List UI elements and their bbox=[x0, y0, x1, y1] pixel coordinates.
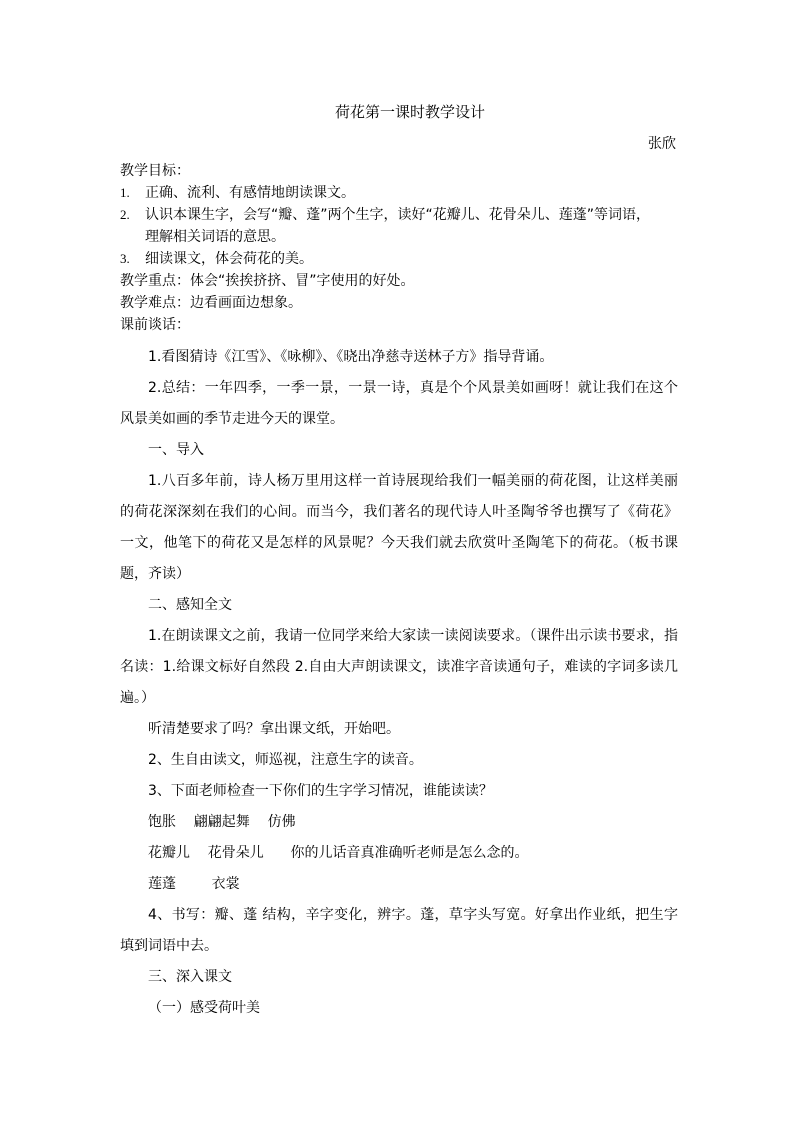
vocabulary-row: 饱胀 翩翩起舞 仿佛 bbox=[148, 814, 296, 830]
author-name: 张欣 bbox=[648, 136, 676, 152]
document-title: 荷花第一课时教学设计 bbox=[334, 103, 485, 121]
objective-text: 细读课文，体会荷花的美。 bbox=[145, 251, 313, 267]
vocabulary-row: 花瓣儿 花骨朵儿 你的儿话音真准确听老师是怎么念的。 bbox=[148, 845, 529, 861]
objective-item bbox=[120, 182, 678, 204]
intro-paragraph: 1.八百多年前，诗人杨万里用这样一首诗展现给我们一幅美丽的荷花图，让这样美丽的荷花深深刻在我们的心间。而当今，我们著名的现代诗人叶圣陶爷爷也撰写了《荷花》一文，他笔下的荷花又是怎样的风景呢？今天我们就去欣赏叶圣陶笔下的荷花。（板书课题，齐读） bbox=[120, 473, 678, 582]
objective-item bbox=[120, 248, 678, 270]
objectives-heading: 教学目标： bbox=[120, 163, 190, 179]
key-point: 教学重点：体会“挨挨挤挤、冒”字使用的好处。 bbox=[120, 273, 415, 289]
pre-talk-paragraph: 2.总结：一年四季，一季一景，一景一诗，真是个个风景美如画呀！就让我们在这个风景美如画的季节走进今天的课堂。 bbox=[120, 380, 678, 427]
objective-number: 1. bbox=[120, 185, 130, 200]
overview-line: 3、下面老师检查一下你们的生字学习情况，谁能读读？ bbox=[148, 783, 493, 799]
document-body bbox=[120, 160, 678, 1024]
objective-number: 2. bbox=[120, 207, 130, 222]
section-heading-deep-reading: 三、深入课文 bbox=[148, 969, 232, 985]
pre-talk-paragraph: 1.看图猜诗《江雪》、《咏柳》、《晓出净慈寺送林子方》指导背诵。 bbox=[148, 349, 554, 365]
objective-text-continued: 理解相关词语的意思。 bbox=[145, 229, 285, 245]
section-heading-overview: 二、感知全文 bbox=[148, 597, 232, 613]
writing-paragraph: 4、书写：瓣、蓬 结构，辛字变化，辨字。蓬，草字头写宽。好拿出作业纸，把生字填到词语中去。 bbox=[120, 907, 678, 954]
overview-line: 听清楚要求了吗？拿出课文纸，开始吧。 bbox=[148, 721, 400, 737]
overview-line: 2、生自由读文，师巡视，注意生字的读音。 bbox=[148, 752, 423, 768]
vocabulary-row: 莲蓬 衣裳 bbox=[148, 876, 240, 892]
difficulty-point: 教学难点：边看画面边想象。 bbox=[120, 295, 302, 311]
objective-number: 3. bbox=[120, 251, 130, 266]
overview-paragraph: 1.在朗读课文之前，我请一位同学来给大家读一读阅读要求。（课件出示读书要求，指名读：1.给课文标好自然段 2.自由大声朗读课文，读准字音读通句子，难读的字词多读几遍。） bbox=[120, 628, 678, 706]
section-heading-intro: 一、导入 bbox=[148, 442, 204, 458]
pre-talk-heading: 课前谈话： bbox=[120, 317, 190, 333]
objective-text: 正确、流利、有感情地朗读课文。 bbox=[145, 185, 355, 201]
subsection-heading: （一）感受荷叶美 bbox=[148, 1000, 260, 1016]
objective-item bbox=[120, 204, 678, 248]
objective-text: 认识本课生字，会写“瓣、蓬”两个生字，读好“花瓣儿、花骨朵儿、莲蓬”等词语， bbox=[145, 207, 651, 223]
